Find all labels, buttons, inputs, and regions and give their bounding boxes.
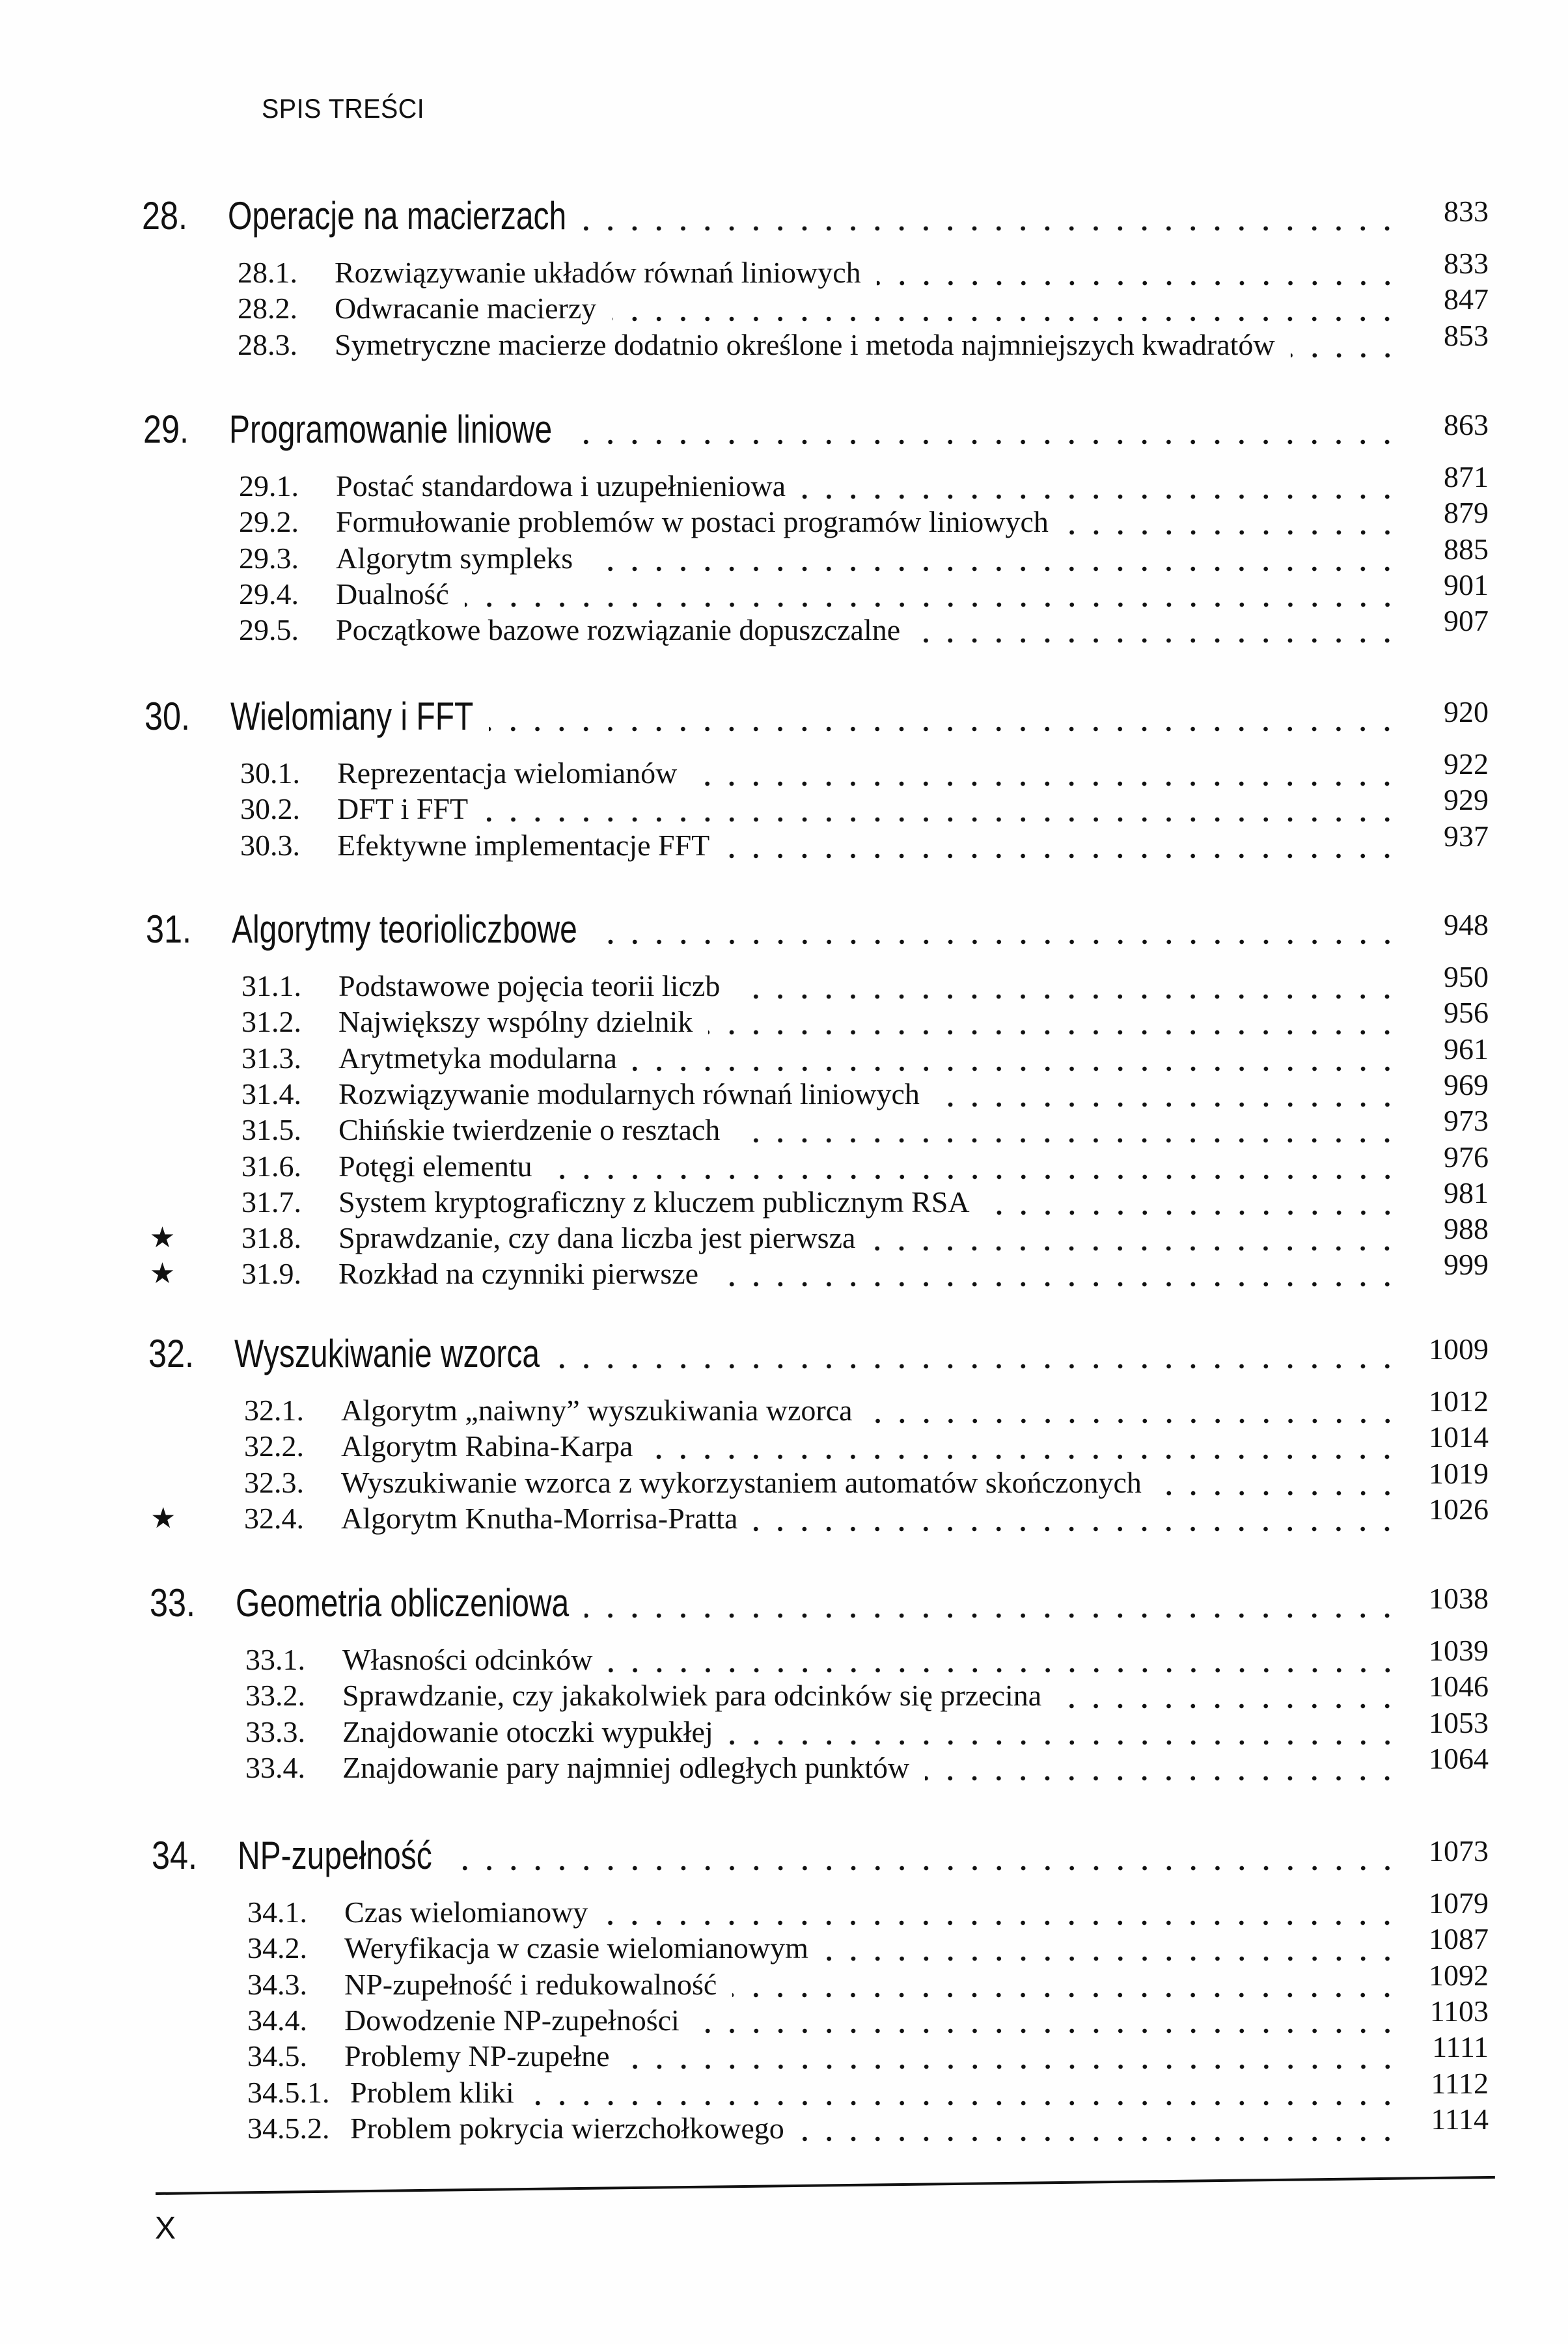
footer-rule: [156, 2176, 1495, 2195]
section-page-number: 956: [1444, 996, 1489, 1030]
section-number: 31.8.: [241, 1221, 301, 1255]
toc-section-entry[interactable]: [0, 1705, 1568, 1750]
page-folio: X: [155, 2211, 176, 2246]
dot-leader: [732, 1992, 1399, 1998]
section-title: Weryfikacja w czasie wielomianowym: [344, 1931, 808, 1965]
section-number: 29.4.: [239, 577, 299, 611]
section-title: Postać standardowa i uzupełnieniowa: [336, 469, 786, 503]
toc-section-entry[interactable]: [0, 604, 1568, 648]
section-title: Chińskie twierdzenie o resztach: [338, 1113, 721, 1147]
toc-section-entry[interactable]: [0, 1670, 1568, 1713]
chapter-number: 34.: [152, 1834, 198, 1877]
dot-leader: [585, 1612, 1399, 1619]
section-number: 33.1.: [245, 1643, 305, 1676]
section-title: DFT i FFT: [337, 792, 469, 826]
section-page-number: 879: [1444, 496, 1489, 530]
dot-leader: [1064, 529, 1399, 536]
toc-section-entry[interactable]: [0, 1958, 1568, 2002]
toc-section-entry[interactable]: [0, 532, 1568, 576]
section-title: Wyszukiwanie wzorca z wykorzystaniem automatów skończonych: [341, 1465, 1142, 1499]
section-page-number: 833: [1444, 247, 1489, 280]
section-page-number: 1064: [1429, 1741, 1489, 1775]
dot-leader: [555, 1363, 1399, 1370]
section-number: 32.4.: [244, 1501, 304, 1535]
chapter-number: 32.: [148, 1332, 195, 1375]
section-number: 34.5.: [247, 2039, 307, 2073]
chapter-number: 33.: [150, 1581, 196, 1625]
section-page-number: 1112: [1431, 2066, 1489, 2100]
section-page-number: 1092: [1429, 1958, 1489, 1992]
chapter-title: Programowanie liniowe: [229, 407, 553, 451]
section-number: 33.3.: [245, 1715, 305, 1748]
section-page-number: 961: [1444, 1032, 1489, 1066]
toc-section-entry[interactable]: [0, 283, 1568, 326]
section-title: Potęgi elementu: [338, 1149, 532, 1183]
section-page-number: 1046: [1429, 1670, 1489, 1703]
section-number: 28.3.: [238, 327, 297, 361]
dot-leader: [800, 2136, 1399, 2142]
chapter-number: 29.: [143, 407, 189, 451]
section-page-number: 1103: [1429, 1994, 1489, 2028]
toc-section-entry[interactable]: [0, 2102, 1568, 2146]
section-page-number: 847: [1444, 283, 1489, 316]
section-number: 32.1.: [244, 1394, 304, 1427]
section-page-number: 1079: [1429, 1886, 1489, 1920]
section-page-number: 901: [1444, 568, 1489, 601]
dot-leader: [985, 1209, 1399, 1216]
toc-chapter-entry[interactable]: [0, 407, 1568, 451]
dot-leader: [603, 1920, 1399, 1926]
section-title: Własności odcinków: [342, 1643, 593, 1676]
chapter-page-number: 1009: [1429, 1332, 1489, 1366]
star-icon: ★: [149, 1257, 176, 1291]
section-page-number: 973: [1444, 1104, 1489, 1138]
section-page-number: 1039: [1429, 1634, 1489, 1667]
section-number: 31.4.: [241, 1077, 301, 1110]
section-number: 28.2.: [238, 292, 297, 325]
dot-leader: [530, 2100, 1399, 2106]
section-page-number: 1026: [1429, 1492, 1489, 1526]
section-title: Czas wielomianowy: [344, 1896, 588, 1929]
dot-leader: [877, 280, 1399, 286]
dot-leader: [708, 1029, 1399, 1036]
dot-leader: [612, 316, 1399, 322]
dot-leader: [548, 1174, 1399, 1180]
toc-section-entry[interactable]: [0, 996, 1568, 1040]
section-page-number: 1014: [1429, 1420, 1489, 1454]
section-number: 30.1.: [240, 756, 300, 790]
section-title: Formułowanie problemów w postaci programów liniowych: [336, 505, 1049, 539]
toc-section-entry[interactable]: [0, 1140, 1568, 1184]
dot-leader: [609, 1667, 1399, 1674]
section-page-number: 976: [1444, 1140, 1489, 1174]
dot-leader: [484, 816, 1399, 823]
toc-section-entry[interactable]: [0, 1212, 1568, 1256]
toc-section-entry[interactable]: [0, 1741, 1568, 1786]
section-number: 32.3.: [244, 1465, 304, 1499]
toc-section-entry[interactable]: [0, 1176, 1568, 1220]
section-page-number: 922: [1444, 747, 1489, 780]
section-page-number: 1012: [1429, 1385, 1489, 1418]
section-page-number: 950: [1444, 960, 1489, 993]
dot-leader: [916, 637, 1399, 644]
dot-leader: [568, 439, 1399, 445]
toc-section-entry[interactable]: [0, 783, 1568, 827]
section-number: 30.3.: [240, 828, 300, 862]
chapter-page-number: 920: [1444, 695, 1489, 728]
chapter-number: 30.: [144, 695, 191, 738]
chapter-number: 28.: [142, 194, 188, 238]
dot-leader: [801, 493, 1399, 500]
dot-leader: [648, 1454, 1399, 1460]
dot-leader: [824, 1955, 1399, 1962]
toc-section-entry[interactable]: [0, 496, 1568, 540]
dot-leader: [1057, 1703, 1399, 1709]
section-number: 31.2.: [241, 1005, 301, 1039]
section-number: 34.2.: [247, 1931, 307, 1965]
toc-section-entry[interactable]: [0, 1420, 1568, 1464]
dot-leader: [626, 2063, 1399, 2070]
section-number: 30.2.: [240, 792, 300, 826]
dot-leader: [1157, 1490, 1399, 1496]
toc-section-entry[interactable]: [0, 1492, 1568, 1536]
chapter-page-number: 1038: [1429, 1582, 1489, 1615]
section-number: 34.5.2.: [247, 2111, 330, 2145]
section-title: Algorytm Knutha-Morrisa-Pratta: [341, 1501, 738, 1535]
running-head: SPIS TREŚCI: [262, 93, 425, 124]
toc-chapter-entry[interactable]: [0, 194, 1568, 238]
toc-section-entry[interactable]: [0, 1104, 1568, 1148]
section-title: Rozwiązywanie modularnych równań liniowych: [338, 1077, 920, 1110]
section-page-number: 1114: [1431, 2102, 1489, 2136]
section-number: 31.3.: [241, 1041, 301, 1075]
section-page-number: 1087: [1429, 1922, 1489, 1956]
section-title: Największy wspólny dzielnik: [338, 1005, 693, 1039]
section-title: Problem pokrycia wierzchołkowego: [350, 2111, 784, 2145]
section-number: 31.6.: [241, 1149, 301, 1183]
dot-leader: [753, 1526, 1399, 1532]
section-title: Początkowe bazowe rozwiązanie dopuszczalne: [336, 613, 901, 647]
section-page-number: 1053: [1429, 1705, 1489, 1739]
chapter-title: Geometria obliczeniowa: [236, 1581, 570, 1625]
dot-leader: [714, 1281, 1399, 1288]
toc-section-entry[interactable]: [0, 747, 1568, 791]
section-number: 31.7.: [241, 1185, 301, 1219]
section-number: 29.5.: [239, 613, 299, 647]
section-title: Reprezentacja wielomianów: [337, 756, 678, 790]
section-page-number: 969: [1444, 1068, 1489, 1101]
section-number: 31.9.: [241, 1257, 301, 1291]
section-page-number: 937: [1444, 819, 1489, 853]
section-number: 32.2.: [244, 1429, 304, 1463]
section-title: Efektywne implementacje FFT: [337, 828, 710, 862]
section-title: Dowodzenie NP-zupełności: [344, 2003, 680, 2037]
dot-leader: [935, 1101, 1399, 1108]
dot-leader: [693, 780, 1399, 787]
chapter-page-number: 948: [1444, 908, 1489, 941]
dot-leader: [725, 853, 1399, 859]
chapter-number: 31.: [146, 907, 192, 951]
section-title: Problemy NP-zupełne: [344, 2039, 610, 2073]
chapter-title: Wyszukiwanie wzorca: [234, 1332, 540, 1375]
section-title: Algorytm Rabina-Karpa: [341, 1429, 633, 1463]
chapter-title: Operacje na macierzach: [228, 194, 567, 238]
section-page-number: 999: [1444, 1248, 1489, 1282]
toc-chapter-entry[interactable]: [0, 1334, 1568, 1373]
section-title: Znajdowanie pary najmniej odległych punktów: [342, 1750, 910, 1784]
section-page-number: 907: [1444, 604, 1489, 638]
toc-section-entry[interactable]: [0, 1456, 1568, 1500]
chapter-page-number: 833: [1444, 195, 1489, 228]
section-title: NP-zupełność i redukowalność: [344, 1967, 717, 2001]
dot-leader: [633, 1066, 1399, 1072]
section-title: Algorytm sympleks: [336, 541, 573, 575]
toc-section-entry[interactable]: [0, 1248, 1568, 1291]
toc-chapter-entry[interactable]: [0, 907, 1568, 951]
dot-leader: [736, 993, 1399, 1000]
section-title: Sprawdzanie, czy jakakolwiek para odcinków się przecina: [342, 1679, 1042, 1713]
toc-section-entry[interactable]: [0, 568, 1568, 612]
chapter-title: Algorytmy teorioliczbowe: [232, 907, 577, 951]
dot-leader: [465, 601, 1399, 608]
section-number: 31.5.: [241, 1113, 301, 1147]
dot-leader: [729, 1739, 1399, 1746]
toc-section-entry[interactable]: [0, 460, 1568, 504]
toc-section-entry[interactable]: [0, 1994, 1568, 2038]
section-number: 34.3.: [247, 1967, 307, 2001]
dot-leader: [582, 225, 1399, 232]
section-page-number: 885: [1444, 532, 1489, 566]
section-number: 34.4.: [247, 2003, 307, 2037]
toc-section-entry[interactable]: [0, 1068, 1568, 1112]
chapter-page-number: 863: [1444, 408, 1489, 441]
section-title: Rozwiązywanie układów równań liniowych: [335, 256, 861, 289]
section-title: Podstawowe pojęcia teorii liczb: [338, 969, 721, 1002]
section-page-number: 1019: [1429, 1456, 1489, 1490]
toc-section-entry[interactable]: [0, 1886, 1568, 1930]
section-number: 33.2.: [245, 1679, 305, 1713]
section-page-number: 988: [1444, 1212, 1489, 1246]
toc-section-entry[interactable]: [0, 1385, 1568, 1428]
section-title: Dualność: [336, 577, 449, 611]
section-title: Problem kliki: [350, 2075, 514, 2109]
dot-leader: [868, 1418, 1399, 1424]
section-number: 29.2.: [239, 505, 299, 539]
section-number: 34.5.1.: [247, 2075, 330, 2109]
dot-leader: [695, 2028, 1399, 2034]
toc-section-entry[interactable]: [0, 2066, 1568, 2110]
section-title: Znajdowanie otoczki wypukłej: [342, 1715, 713, 1748]
toc-section-entry[interactable]: [0, 1922, 1568, 1966]
star-icon: ★: [149, 1221, 176, 1255]
section-page-number: 929: [1444, 783, 1489, 817]
dot-leader: [925, 1775, 1399, 1782]
star-icon: ★: [150, 1501, 176, 1535]
toc-section-entry[interactable]: [0, 2030, 1568, 2074]
toc-chapter-entry[interactable]: [0, 1581, 1568, 1625]
toc-section-entry[interactable]: [0, 1634, 1568, 1677]
toc-chapter-entry[interactable]: [0, 697, 1568, 736]
dot-leader: [448, 1865, 1399, 1871]
chapter-title: Wielomiany i FFT: [230, 695, 474, 738]
section-number: 33.4.: [245, 1750, 305, 1784]
section-title: System kryptograficzny z kluczem publicznym RSA: [338, 1185, 970, 1219]
dot-leader: [593, 939, 1399, 945]
section-number: 34.1.: [247, 1896, 307, 1929]
dot-leader: [1291, 352, 1399, 359]
chapter-title: NP-zupełność: [238, 1834, 432, 1877]
dot-leader: [871, 1245, 1399, 1252]
section-title: Odwracanie macierzy: [335, 292, 597, 325]
section-title: Sprawdzanie, czy dana liczba jest pierwsza: [338, 1221, 856, 1255]
section-title: Symetryczne macierze dodatnio określone i metoda najmniejszych kwadratów: [335, 327, 1275, 361]
section-page-number: 981: [1444, 1176, 1489, 1209]
toc-section-entry[interactable]: [0, 247, 1568, 290]
section-number: 31.1.: [241, 969, 301, 1002]
toc-section-entry[interactable]: [0, 318, 1568, 363]
toc-section-entry[interactable]: [0, 960, 1568, 1004]
toc-section-entry[interactable]: [0, 1032, 1568, 1076]
dot-leader: [588, 566, 1399, 572]
toc-section-entry[interactable]: [0, 819, 1568, 863]
section-page-number: 871: [1444, 460, 1489, 493]
section-title: Arytmetyka modularna: [338, 1041, 617, 1075]
dot-leader: [489, 726, 1399, 732]
chapter-page-number: 1073: [1429, 1834, 1489, 1868]
section-title: Rozkład na czynniki pierwsze: [338, 1257, 699, 1291]
dot-leader: [736, 1137, 1399, 1144]
section-title: Algorytm „naiwny” wyszukiwania wzorca: [341, 1394, 853, 1427]
section-page-number: 853: [1444, 318, 1489, 352]
toc-chapter-entry[interactable]: [0, 1836, 1568, 1875]
section-number: 28.1.: [238, 256, 297, 289]
section-page-number: 1111: [1432, 2030, 1489, 2064]
section-number: 29.3.: [239, 541, 299, 575]
section-number: 29.1.: [239, 469, 299, 503]
